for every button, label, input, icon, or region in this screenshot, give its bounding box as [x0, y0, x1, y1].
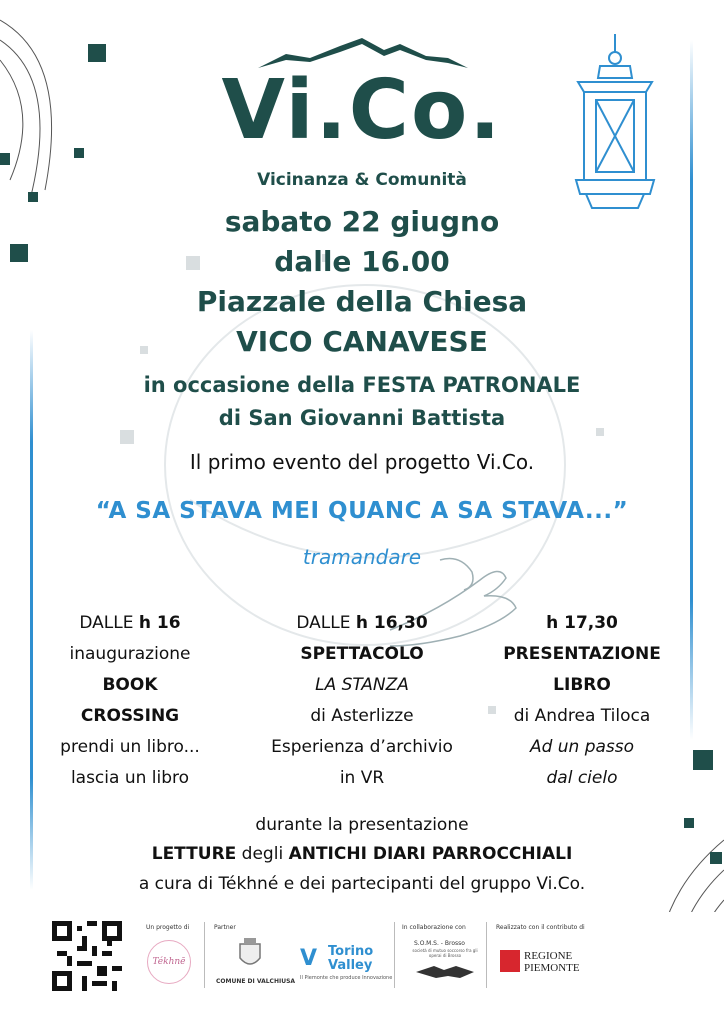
regione-line1: REGIONE [524, 950, 573, 962]
comune-crest-icon [236, 936, 264, 972]
col3-italic: Ad un passo [529, 737, 635, 757]
col2-line: di Asterlizze [310, 706, 414, 726]
event-occasion-line2: di San Giovanni Battista [218, 406, 506, 430]
letture: LETTURE [151, 844, 237, 864]
tekhne-logo [147, 940, 191, 984]
realized-label: Realizzato con il contributo di [496, 924, 585, 931]
col2-line: Esperienza d’archivio [271, 737, 453, 757]
collab-label: In collaborazione con [402, 924, 466, 931]
col2-bold: SPETTACOLO [300, 644, 424, 664]
col3-bold: LIBRO [553, 675, 611, 695]
soms-name: S.O.M.S. - Brosso [414, 940, 465, 947]
col2-heading [252, 608, 472, 639]
project-of-label: Un progetto di [146, 924, 190, 931]
col2-italic: LA STANZA [315, 675, 409, 695]
bottom-line2 [0, 844, 724, 864]
col1-bold: BOOK [102, 675, 158, 695]
col1-bold: CROSSING [80, 706, 180, 726]
col3-line: di Andrea Tiloca [513, 706, 651, 726]
tekhne-name: Tékhnē [152, 957, 186, 967]
col2-line: in VR [339, 768, 385, 788]
slogan: “A SA STAVA MEI QUANC A SA STAVA...” [95, 498, 629, 524]
degli: degli [236, 844, 289, 864]
torino-v-icon: V [300, 946, 318, 971]
col1-line: inaugurazione [69, 644, 191, 664]
decorative-square [693, 750, 713, 770]
event-time: dalle 16.00 [274, 245, 450, 278]
col1-heading [20, 608, 240, 639]
col1-tail: prendi un libro... [60, 737, 200, 757]
col3-head-time: h 17,30 [546, 613, 618, 633]
separator [486, 922, 487, 988]
event-occasion-line1 [0, 375, 724, 396]
col2-head-time: h 16,30 [355, 613, 428, 633]
decorative-square [0, 153, 10, 165]
col3-bold: PRESENTAZIONE [503, 644, 661, 664]
program-column-3 [472, 608, 692, 794]
logo-title: Vi.Co. [221, 63, 503, 158]
logo-subtitle: Vicinanza & Comunità [257, 170, 467, 190]
soms-tagline: società di mutuo soccorso fra gli operai di Brosso [412, 948, 478, 958]
program-column-1 [20, 608, 240, 794]
event-date: sabato 22 giugno [224, 205, 500, 238]
qr-code [52, 921, 122, 991]
regione-line2: PIEMONTE [524, 962, 580, 974]
separator [204, 922, 205, 988]
col1-head-pre: DALLE [79, 613, 139, 633]
bottom-line1: durante la presentazione [255, 815, 469, 835]
handshake-icon [414, 960, 476, 982]
partner-label: Partner [214, 924, 236, 931]
col3-heading [472, 608, 692, 639]
occasion-festa: FESTA PATRONALE [362, 373, 581, 397]
lantern-icon [560, 34, 670, 214]
col2-head-pre: DALLE [296, 613, 356, 633]
occasion-text: in occasione della [143, 373, 363, 397]
tagline: tramandare [302, 545, 422, 569]
program-column-2 [252, 608, 472, 794]
bottom-line3: a cura di Tékhné e dei partecipanti del gruppo Vi.Co. [138, 874, 586, 894]
decorative-square [88, 44, 106, 62]
col3-italic: dal cielo [546, 768, 618, 788]
comune-label: COMUNE DI VALCHIUSA [216, 978, 296, 985]
separator [394, 922, 395, 988]
decorative-square [28, 192, 38, 202]
torino-tagline: Il Piemonte che produce Innovazione [300, 975, 393, 981]
valley-word: Valley [328, 958, 373, 973]
event-town: VICO CANAVESE [236, 325, 488, 358]
first-event-line: Il primo evento del progetto Vi.Co. [189, 450, 535, 474]
col1-tail: lascia un libro [70, 768, 190, 788]
col1-head-time: h 16 [138, 613, 181, 633]
event-place: Piazzale della Chiesa [196, 285, 528, 318]
regione-flag-icon [500, 950, 520, 972]
torino-word: Torino [328, 944, 374, 959]
diari: ANTICHI DIARI PARROCCHIALI [288, 844, 573, 864]
